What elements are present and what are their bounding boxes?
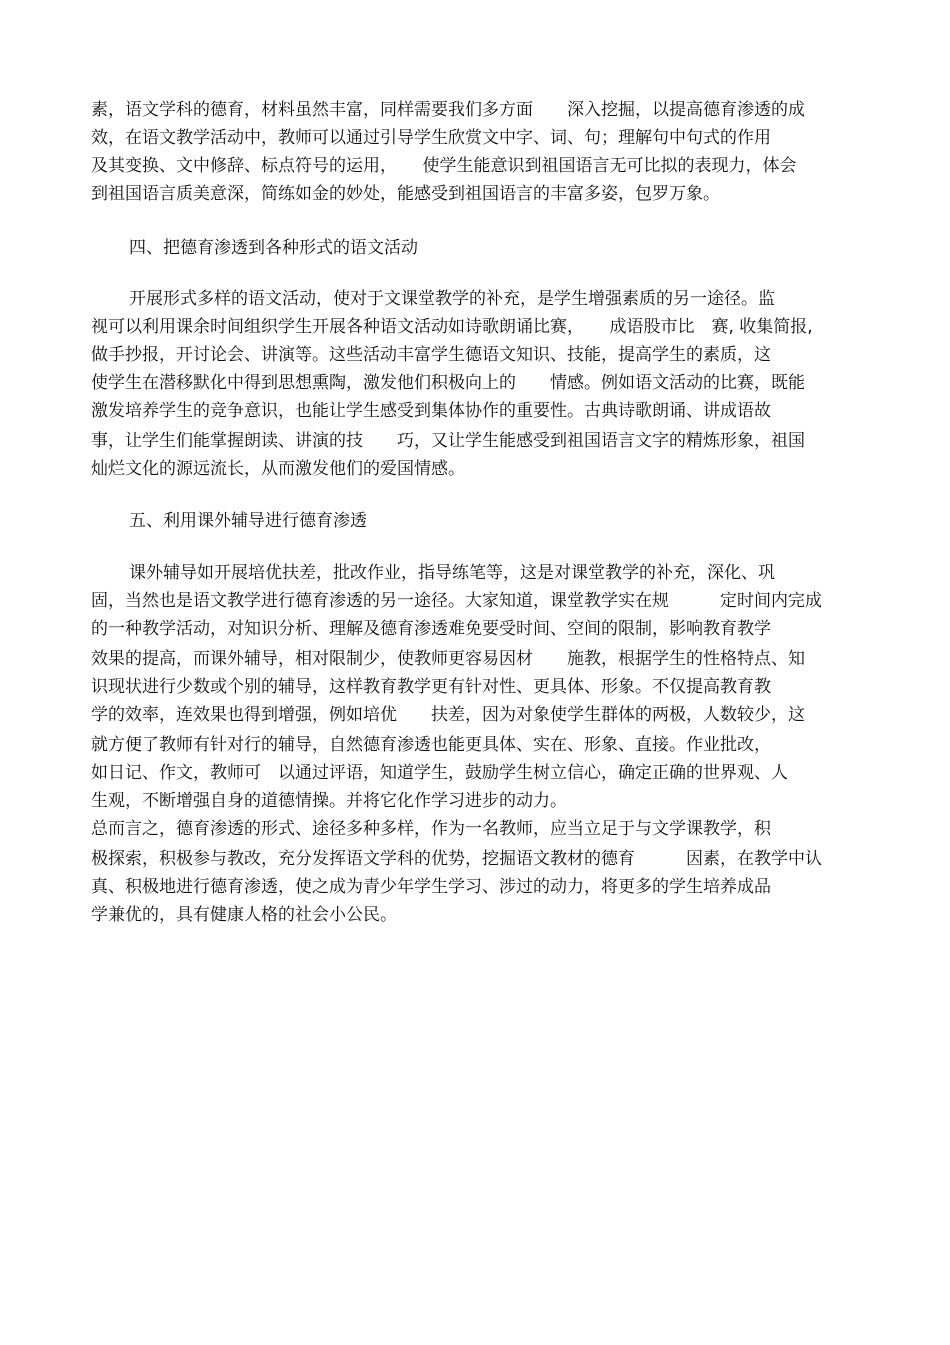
text-line: 固，当然也是语文教学进行德育渗透的另一途径。大家知道，课堂教学实在规 定时间内完成 [91,591,822,611]
text-line: 使学生在潜移默化中得到思想熏陶，激发他们积极向上的 情感。例如语文活动的比赛，既能 [91,373,805,393]
text-line: 学的效率，连效果也得到增强，例如培优 扶差，因为对象使学生群体的两极，人数较少，这 [91,705,805,725]
text-line: 学兼优的，具有健康人格的社会小公民。 [91,905,397,925]
section-heading: 五、利用课外辅导进行德育渗透 [129,511,367,531]
text-line: 到祖国语言质美意深，简练如金的妙处，能感受到祖国语言的丰富多姿，包罗万象。 [91,184,720,204]
text-line: 事，让学生们能掌握朗读、讲演的技 巧，又让学生能感受到祖国语言文字的精炼形象，祖国 [91,431,805,451]
text-line: 总而言之，德育渗透的形式、途径多种多样，作为一名教师，应当立足于与文学课教学，积 [91,819,771,839]
text-line: 灿烂文化的源远流长，从而激发他们的爱国情感。 [91,459,465,479]
text-line: 识现状进行少数或个别的辅导，这样教育教学更有针对性、更具体、形象。不仅提高教育教 [91,677,771,697]
text-line: 开展形式多样的语文活动，使对于文课堂教学的补充，是学生增强素质的另一途径。监 [129,289,775,309]
text-line: 就方便了教师有针对行的辅导，自然德育渗透也能更具体、实在、形象、直接。作业批改， [91,735,771,755]
text-line: 极探索，积极参与教改，充分发挥语文学科的优势，挖掘语文教材的德育 因素，在教学中认 [91,849,822,869]
section-heading: 四、把德育渗透到各种形式的语文活动 [129,238,418,258]
text-line: 课外辅导如开展培优扶差，批改作业，指导练笔等，这是对课堂教学的补充，深化、巩 [129,563,775,583]
text-line: 激发培养学生的竞争意识，也能让学生感受到集体协作的重要性。古典诗歌朗诵、讲成语故 [91,401,771,421]
text-line: 做手抄报，开讨论会、讲演等。这些活动丰富学生德语文知识、技能，提高学生的素质，这 [91,345,771,365]
text-line: 真、积极地进行德育渗透，使之成为青少年学生学习、涉过的动力，将更多的学生培养成品 [91,877,771,897]
text-line: 及其变换、文中修辞、标点符号的运用， 使学生能意识到祖国语言无可比拟的表现力，体会 [91,156,797,176]
text-line: 视可以利用课余时间组织学生开展各种语文活动如诗歌朗诵比赛， 成语股市比 赛, 收集简报, [91,317,813,337]
text-line: 效，在语文教学活动中，教师可以通过引导学生欣赏文中字、词、句；理解句中句式的作用 [91,128,771,148]
text-line: 生观，不断增强自身的道德情操。并将它化作学习进步的动力。 [91,791,567,811]
text-line: 素，语文学科的德育，材料虽然丰富，同样需要我们多方面 深入挖掘，以提高德育渗透的成 [91,100,805,120]
text-line: 如日记、作文，教师可 以通过评语，知道学生，鼓励学生树立信心，确定正确的世界观、人 [91,763,788,783]
text-line: 效果的提高，而课外辅导，相对限制少，使教师更容易因材 施教，根据学生的性格特点、知 [91,649,805,669]
text-line: 的一种教学活动，对知识分析、理解及德育渗透难免要受时间、空间的限制，影响教育教学 [91,619,771,639]
